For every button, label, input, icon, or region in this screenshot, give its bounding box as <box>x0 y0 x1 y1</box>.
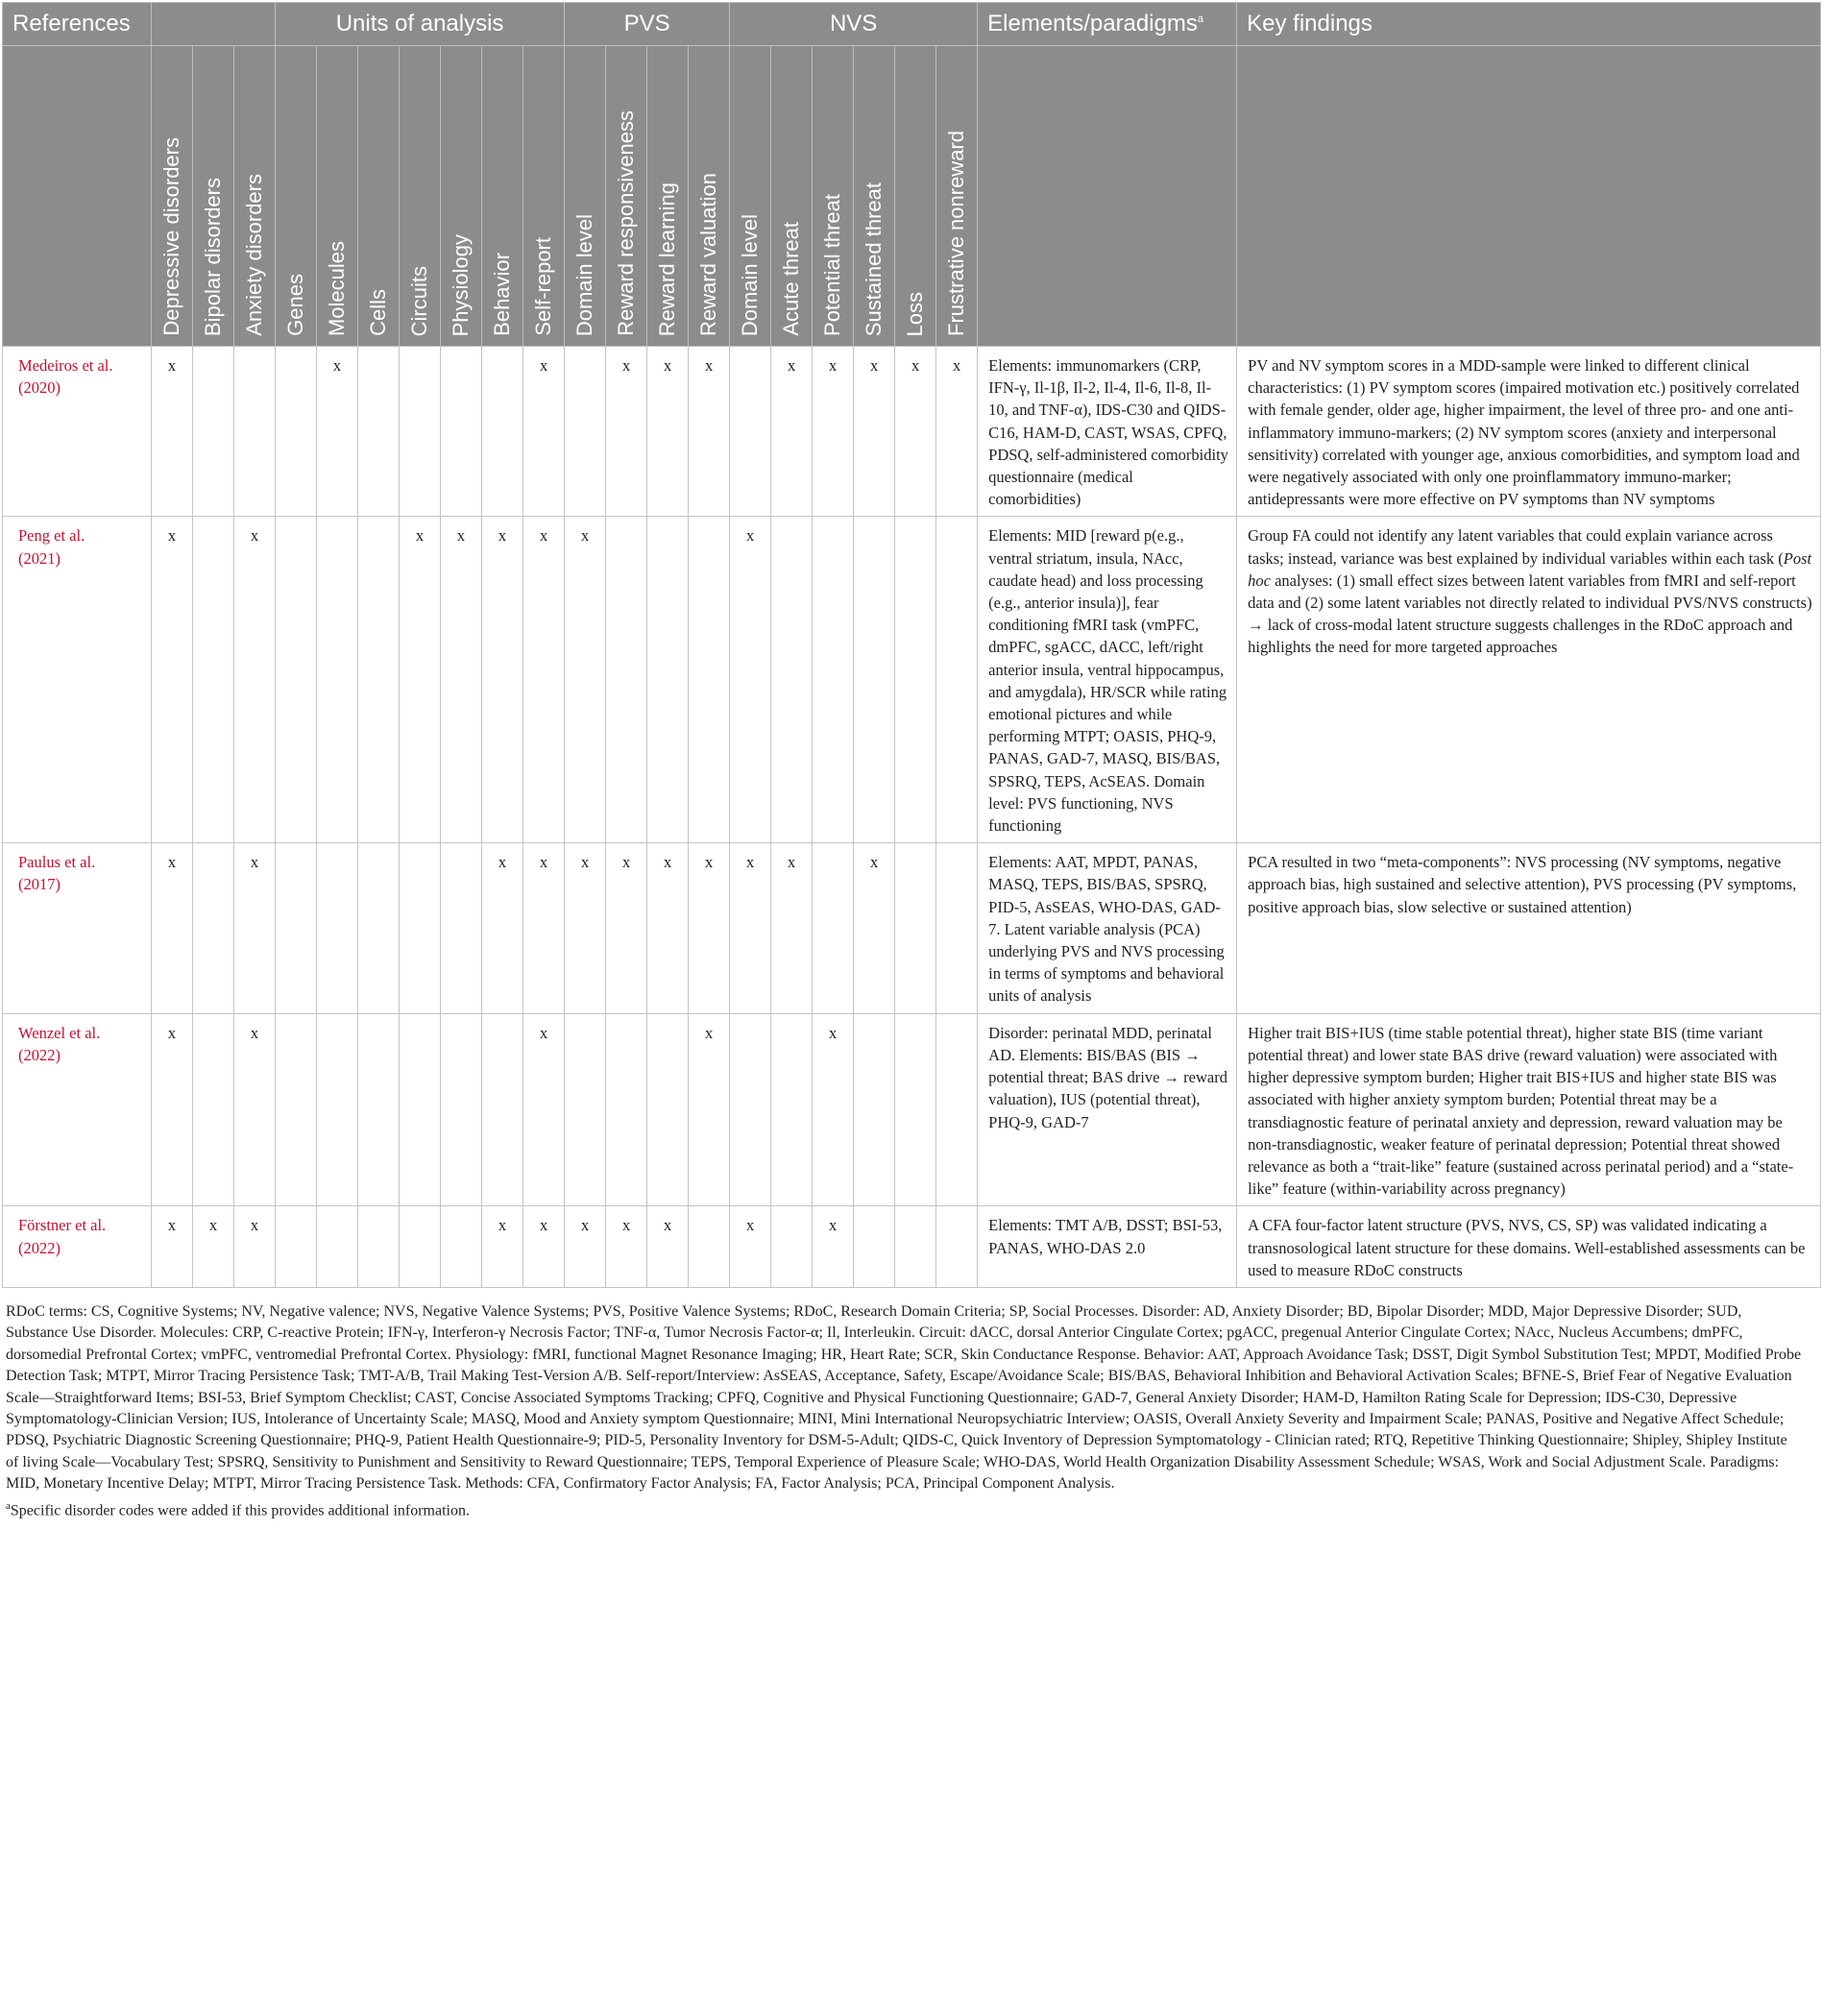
column-header <box>482 46 523 347</box>
elements-cell: Elements: TMT A/B, DSST; BSI-53, PANAS, WHO-DAS 2.0 <box>978 1206 1237 1288</box>
mark-cell: x <box>523 843 565 1013</box>
column-header-label: Sustained threat <box>862 182 887 336</box>
reference-authors: Peng et al. <box>18 526 85 546</box>
column-header-label: Molecules <box>325 240 350 336</box>
mark-cell <box>854 1206 895 1288</box>
reference-authors: Wenzel et al. <box>18 1023 101 1042</box>
mark-cell <box>400 347 441 517</box>
column-header-label: Depressive disorders <box>159 137 183 336</box>
rotated-header-row <box>3 46 1821 347</box>
column-header <box>854 46 895 347</box>
mark-cell: x <box>152 843 193 1013</box>
column-header <box>730 46 771 347</box>
mark-cell: x <box>813 1206 854 1288</box>
column-header <box>234 46 276 347</box>
elements-cell: Disorder: perinatal MDD, perinatal AD. Elements: BIS/BAS (BIS → potential threat; BAS drive → reward valuation), IUS (potential threat), PHQ-9, GAD-7 <box>978 1013 1237 1206</box>
mark-cell: x <box>234 517 276 843</box>
reference-authors: Paulus et al. <box>18 853 96 872</box>
column-header-label: Domain level <box>572 213 597 336</box>
mark-cell: x <box>730 517 771 843</box>
mark-cell: x <box>771 347 813 517</box>
mark-cell: x <box>606 843 647 1013</box>
mark-cell <box>441 1013 482 1206</box>
mark-cell <box>358 843 400 1013</box>
mark-cell: x <box>606 1206 647 1288</box>
mark-cell <box>441 843 482 1013</box>
mark-cell <box>813 517 854 843</box>
mark-cell: x <box>152 347 193 517</box>
column-header-label: Reward valuation <box>696 173 721 336</box>
mark-cell: x <box>936 347 978 517</box>
findings-cell <box>1237 517 1821 843</box>
mark-cell <box>771 517 813 843</box>
mark-cell: x <box>730 843 771 1013</box>
mark-cell <box>730 347 771 517</box>
footnote-a: $^a$Specific disorder codes were added if this provides additional information. <box>6 1499 470 1518</box>
mark-cell <box>854 1013 895 1206</box>
table-row <box>3 843 1821 1013</box>
mark-cell <box>358 347 400 517</box>
mark-cell: x <box>317 347 358 517</box>
table-row <box>3 517 1821 843</box>
reference-year: (2020) <box>18 378 61 398</box>
header-disorders-blank <box>152 3 276 46</box>
mark-cell <box>606 1013 647 1206</box>
mark-cell <box>730 1013 771 1206</box>
column-header <box>771 46 813 347</box>
mark-cell <box>317 517 358 843</box>
mark-cell: x <box>193 1206 234 1288</box>
column-header-label: Reward learning <box>655 182 680 336</box>
mark-cell: x <box>482 1206 523 1288</box>
mark-cell: x <box>400 517 441 843</box>
mark-cell <box>936 843 978 1013</box>
column-header <box>400 46 441 347</box>
mark-cell: x <box>565 517 606 843</box>
mark-cell: x <box>441 517 482 843</box>
column-header-label: Behavior <box>490 253 515 336</box>
mark-cell <box>276 517 317 843</box>
header-elements-blank <box>978 46 1237 347</box>
column-header-label: Loss <box>903 291 928 336</box>
findings-text: Group FA could not identify any latent variables that could explain variance across tasks; instead, variance was best explained by individual variables within each task ( <box>1248 526 1784 568</box>
mark-cell <box>317 1013 358 1206</box>
footnote-abbreviations: RDoC terms: CS, Cognitive Systems; NV, Negative valence; NVS, Negative Valence Systems; PVS, Positive Valence Systems; RDoC, Research Domain Criteria; SP, Social Processes. Disorder: AD, Anxiety Disorder; BD, Bipolar Disorder; MDD, Major Depressive Disorder; SUD, Substance Use Disorder. Molecules: CRP, C-reactive Protein; IFN-γ, Interferon-γ Necrosis Factor; TNF-α, Tumor Necrosis Factor-α; Il, Interleukin. Circuit: dACC, dorsal Anterior Cingulate Cortex; pgACC, pregenual Anterior Cingulate Cortex; NAcc, Nucleus Accumbens; dmPFC, dorsomedial Prefrontal Cortex; vmPFC, ventromedial Prefrontal Cortex. Physiology: fMRI, functional Magnet Resonance Imaging; HR, Heart Rate; SCR, Skin Conductance Response. Behavior: AAT, Approach Avoidance Task; DSST, Digit Symbol Substitution Test; MPDT, Modified Probe Detection Task; MTPT, Mirror Tracing Persistence Task; TMT-A/B, Trail Making Test-Version A/B. Self-report/Interview: AsSEAS, Acceptance, Safety, Escape/Avoidance Scale; BIS/BAS, Behavioral Inhibition and Behavioral Activation Scales; BFNE-S, Brief Fear of Negative Evaluation Scale—Straightforward Items; BSI-53, Brief Symptom Checklist; CAST, Concise Associated Symptoms Tracking; CPFQ, Cognitive and Physical Functioning Questionnaire; GAD-7, General Anxiety Disorder; HAM-D, Hamilton Rating Scale for Depression; IDS-C30, Depressive Symptomatology-Clinician Version; IUS, Intolerance of Uncertainty Scale; MASQ, Mood and Anxiety symptom Questionnaire; MINI, Mini International Neuropsychiatric Interview; OASIS, Overall Anxiety Severity and Impairment Scale; PANAS, Positive and Negative Affect Schedule; PDSQ, Psychiatric Diagnostic Screening Questionnaire; PHQ-9, Patient Health Questionnaire-9; PID-5, Personality Inventory for DSM-5-Adult; QIDS-C, Quick Inventory of Depression Symptomatology - Clinician rated; RTQ, Repetitive Thinking Questionnaire; Shipley, Shipley Institute of living Scale—Vocabulary Test; SPSRQ, Sensitivity to Punishment and Sensitivity to Reward Questionnaire; TEPS, Temporal Experience of Pleasure Scale; WHO-DAS, World Health Organization Disability Assessment Schedule; WSAS, Work and Social Adjustment Scale. Paradigms: MID, Monetary Incentive Delay; MTPT, Mirror Tracing Persistence Task. Methods: CFA, Confirmatory Factor Analysis; FA, Factor Analysis; PCA, Principal Component Analysis. <box>6 1302 1802 1493</box>
mark-cell <box>193 517 234 843</box>
column-header <box>358 46 400 347</box>
header-references: References <box>3 3 152 46</box>
findings-cell: PV and NV symptom scores in a MDD-sample were linked to different clinical characteristics: (1) PV symptom scores (impaired motivation etc.) positively correlated with female gender, older age, higher impairment, the level of three pro- and one anti-inflammatory immuno-markers; (2) NV symptom scores (anxiety and interpersonal sensitivity) correlated with younger age, anxious comorbidities, and symptom load and were negatively associated with only one proinflammatory immuno-marker; antidepressants were more effective on PV symptoms than NV symptoms <box>1237 347 1821 517</box>
findings-text: analyses: (1) small effect sizes between latent variables from fMRI and self-report data and (2) some latent variables not directly related to individual PVS/NVS constructs) → lack of cross-modal latent structure suggests challenges in the RDoC approach and highlights the need for more targeted approaches <box>1248 571 1812 657</box>
column-header-label: Frustrative nonreward <box>944 131 969 336</box>
reference-authors: Förstner et al. <box>18 1216 107 1235</box>
mark-cell <box>276 1013 317 1206</box>
mark-cell: x <box>606 347 647 517</box>
mark-cell <box>400 1013 441 1206</box>
reference-link[interactable] <box>3 843 152 1013</box>
mark-cell: x <box>152 1206 193 1288</box>
mark-cell: x <box>523 517 565 843</box>
mark-cell <box>895 517 936 843</box>
mark-cell <box>895 1206 936 1288</box>
rdoc-study-table-container <box>2 2 1820 1521</box>
mark-cell: x <box>771 843 813 1013</box>
mark-cell <box>193 1013 234 1206</box>
column-header-label: Bipolar disorders <box>201 177 225 336</box>
reference-year: (2017) <box>18 875 61 894</box>
reference-link[interactable] <box>3 1206 152 1288</box>
mark-cell <box>193 843 234 1013</box>
column-header-label: Physiology <box>449 233 474 336</box>
table-row <box>3 347 1821 517</box>
mark-cell: x <box>813 1013 854 1206</box>
reference-link[interactable] <box>3 1013 152 1206</box>
reference-link[interactable] <box>3 517 152 843</box>
header-units-of-analysis: Units of analysis <box>276 3 565 46</box>
mark-cell <box>358 1013 400 1206</box>
column-header <box>689 46 730 347</box>
mark-cell <box>276 843 317 1013</box>
findings-cell: PCA resulted in two “meta-components”: NVS processing (NV symptoms, negative approach bias, high sustained and selective attention), PVS processing (PV symptoms, positive approach bias, slow selective or sustained attention) <box>1237 843 1821 1013</box>
findings-italic: Post hoc <box>1248 548 1812 590</box>
column-header <box>317 46 358 347</box>
mark-cell: x <box>854 843 895 1013</box>
column-header <box>441 46 482 347</box>
elements-cell: Elements: AAT, MPDT, PANAS, MASQ, TEPS, BIS/BAS, SPSRQ, PID-5, AsSEAS, WHO-DAS, GAD-7. Latent variable analysis (PCA) underlying PVS and NVS processing in terms of symptoms and behavioral units of analysis <box>978 843 1237 1013</box>
column-header-label: Potential threat <box>820 194 845 336</box>
header-references-blank <box>3 46 152 347</box>
header-key-findings: Key findings <box>1237 3 1821 46</box>
header-pvs: PVS <box>565 3 730 46</box>
column-header <box>936 46 978 347</box>
column-header-label: Self-report <box>531 237 556 336</box>
column-header <box>276 46 317 347</box>
mark-cell: x <box>234 1013 276 1206</box>
mark-cell: x <box>523 1013 565 1206</box>
mark-cell <box>358 1206 400 1288</box>
mark-cell: x <box>482 517 523 843</box>
mark-cell <box>234 347 276 517</box>
header-findings-blank <box>1237 46 1821 347</box>
mark-cell: x <box>523 1206 565 1288</box>
mark-cell <box>317 1206 358 1288</box>
rdoc-study-table <box>2 2 1821 1288</box>
column-header <box>606 46 647 347</box>
elements-cell: Elements: immunomarkers (CRP, IFN-γ, Il-1β, Il-2, Il-4, Il-6, Il-8, Il-10, and TNF-α), IDS-C30 and QIDS-C16, HAM-D, CAST, WSAS, CPFQ, PDSQ, self-administered comorbidity questionnaire (medical comorbidities) <box>978 347 1237 517</box>
column-header <box>565 46 606 347</box>
mark-cell <box>441 1206 482 1288</box>
mark-cell: x <box>689 1013 730 1206</box>
mark-cell <box>936 1013 978 1206</box>
mark-cell <box>400 1206 441 1288</box>
mark-cell <box>647 517 689 843</box>
mark-cell <box>565 347 606 517</box>
mark-cell <box>358 517 400 843</box>
findings-cell: A CFA four-factor latent structure (PVS, NVS, CS, SP) was validated indicating a transnosological latent structure for these domains. Well-established assessments can be used to measure RDoC constructs <box>1237 1206 1821 1288</box>
mark-cell: x <box>730 1206 771 1288</box>
mark-cell: x <box>813 347 854 517</box>
mark-cell <box>689 1206 730 1288</box>
mark-cell: x <box>689 347 730 517</box>
mark-cell <box>936 517 978 843</box>
mark-cell <box>647 1013 689 1206</box>
elements-cell: Elements: MID [reward p(e.g., ventral striatum, insula, NAcc, caudate head) and loss processing (e.g., anterior insula)], fear conditioning fMRI task (vmPFC, dmPFC, sgACC, dACC, left/right anterior insula, ventral hippocampus, and amygdala), HR/SCR while rating emotional pictures and while performing MTPT; OASIS, PHQ-9, PANAS, GAD-7, MASQ, BIS/BAS, SPSRQ, TEPS, AcSEAS. Domain level: PVS functioning, NVS functioning <box>978 517 1237 843</box>
findings-cell: Higher trait BIS+IUS (time stable potential threat), higher state BIS (time variant potential threat) and lower state BAS drive (reward valuation) were associated with higher depressive symptom burden; Higher trait BIS+IUS and higher state BIS was associated with higher anxiety symptom burden; Potential threat may be a transdiagnostic feature of perinatal anxiety and depression, reward valuation may be non-transdiagnostic, weaker feature of perinatal depression; Potential threat showed relevance as both a “trait-like” feature (sustained across perinatal period) and a “state-like” feature (within-variability across pregnancy) <box>1237 1013 1821 1206</box>
mark-cell <box>606 517 647 843</box>
mark-cell: x <box>234 1206 276 1288</box>
mark-cell: x <box>647 347 689 517</box>
column-header-label: Domain level <box>738 213 763 336</box>
mark-cell <box>482 347 523 517</box>
header-elements-paradigms: Elements/paradigms$^a$ <box>978 3 1237 46</box>
mark-cell <box>276 347 317 517</box>
mark-cell <box>400 843 441 1013</box>
mark-cell: x <box>152 1013 193 1206</box>
column-header-label: Circuits <box>407 265 432 336</box>
column-header <box>647 46 689 347</box>
mark-cell: x <box>895 347 936 517</box>
mark-cell: x <box>854 347 895 517</box>
table-header <box>3 3 1821 347</box>
mark-cell: x <box>565 843 606 1013</box>
reference-authors: Medeiros et al. <box>18 356 113 375</box>
mark-cell <box>813 843 854 1013</box>
table-row <box>3 1206 1821 1288</box>
column-header <box>813 46 854 347</box>
mark-cell: x <box>689 843 730 1013</box>
reference-year: (2022) <box>18 1238 61 1257</box>
column-header <box>895 46 936 347</box>
mark-cell: x <box>234 843 276 1013</box>
mark-cell <box>482 1013 523 1206</box>
reference-link[interactable] <box>3 347 152 517</box>
mark-cell: x <box>523 347 565 517</box>
column-header-label: Acute threat <box>779 222 804 336</box>
mark-cell <box>193 347 234 517</box>
mark-cell <box>276 1206 317 1288</box>
mark-cell <box>689 517 730 843</box>
reference-year: (2022) <box>18 1045 61 1064</box>
header-nvs: NVS <box>730 3 978 46</box>
mark-cell <box>895 843 936 1013</box>
column-header-label: Reward responsiveness <box>614 110 639 336</box>
mark-cell: x <box>647 1206 689 1288</box>
column-header-label: Anxiety disorders <box>242 174 266 336</box>
reference-year: (2021) <box>18 548 61 568</box>
table-row <box>3 1013 1821 1206</box>
column-header-label: Genes <box>283 274 308 336</box>
mark-cell <box>771 1013 813 1206</box>
table-body <box>3 347 1821 1288</box>
mark-cell <box>854 517 895 843</box>
column-header <box>193 46 234 347</box>
mark-cell <box>441 347 482 517</box>
mark-cell <box>936 1206 978 1288</box>
mark-cell: x <box>152 517 193 843</box>
column-header-label: Cells <box>366 289 391 336</box>
table-footnotes <box>2 1288 1813 1521</box>
column-header <box>152 46 193 347</box>
mark-cell <box>771 1206 813 1288</box>
mark-cell: x <box>565 1206 606 1288</box>
mark-cell <box>565 1013 606 1206</box>
mark-cell <box>317 843 358 1013</box>
mark-cell: x <box>482 843 523 1013</box>
mark-cell: x <box>647 843 689 1013</box>
column-header <box>523 46 565 347</box>
mark-cell <box>895 1013 936 1206</box>
